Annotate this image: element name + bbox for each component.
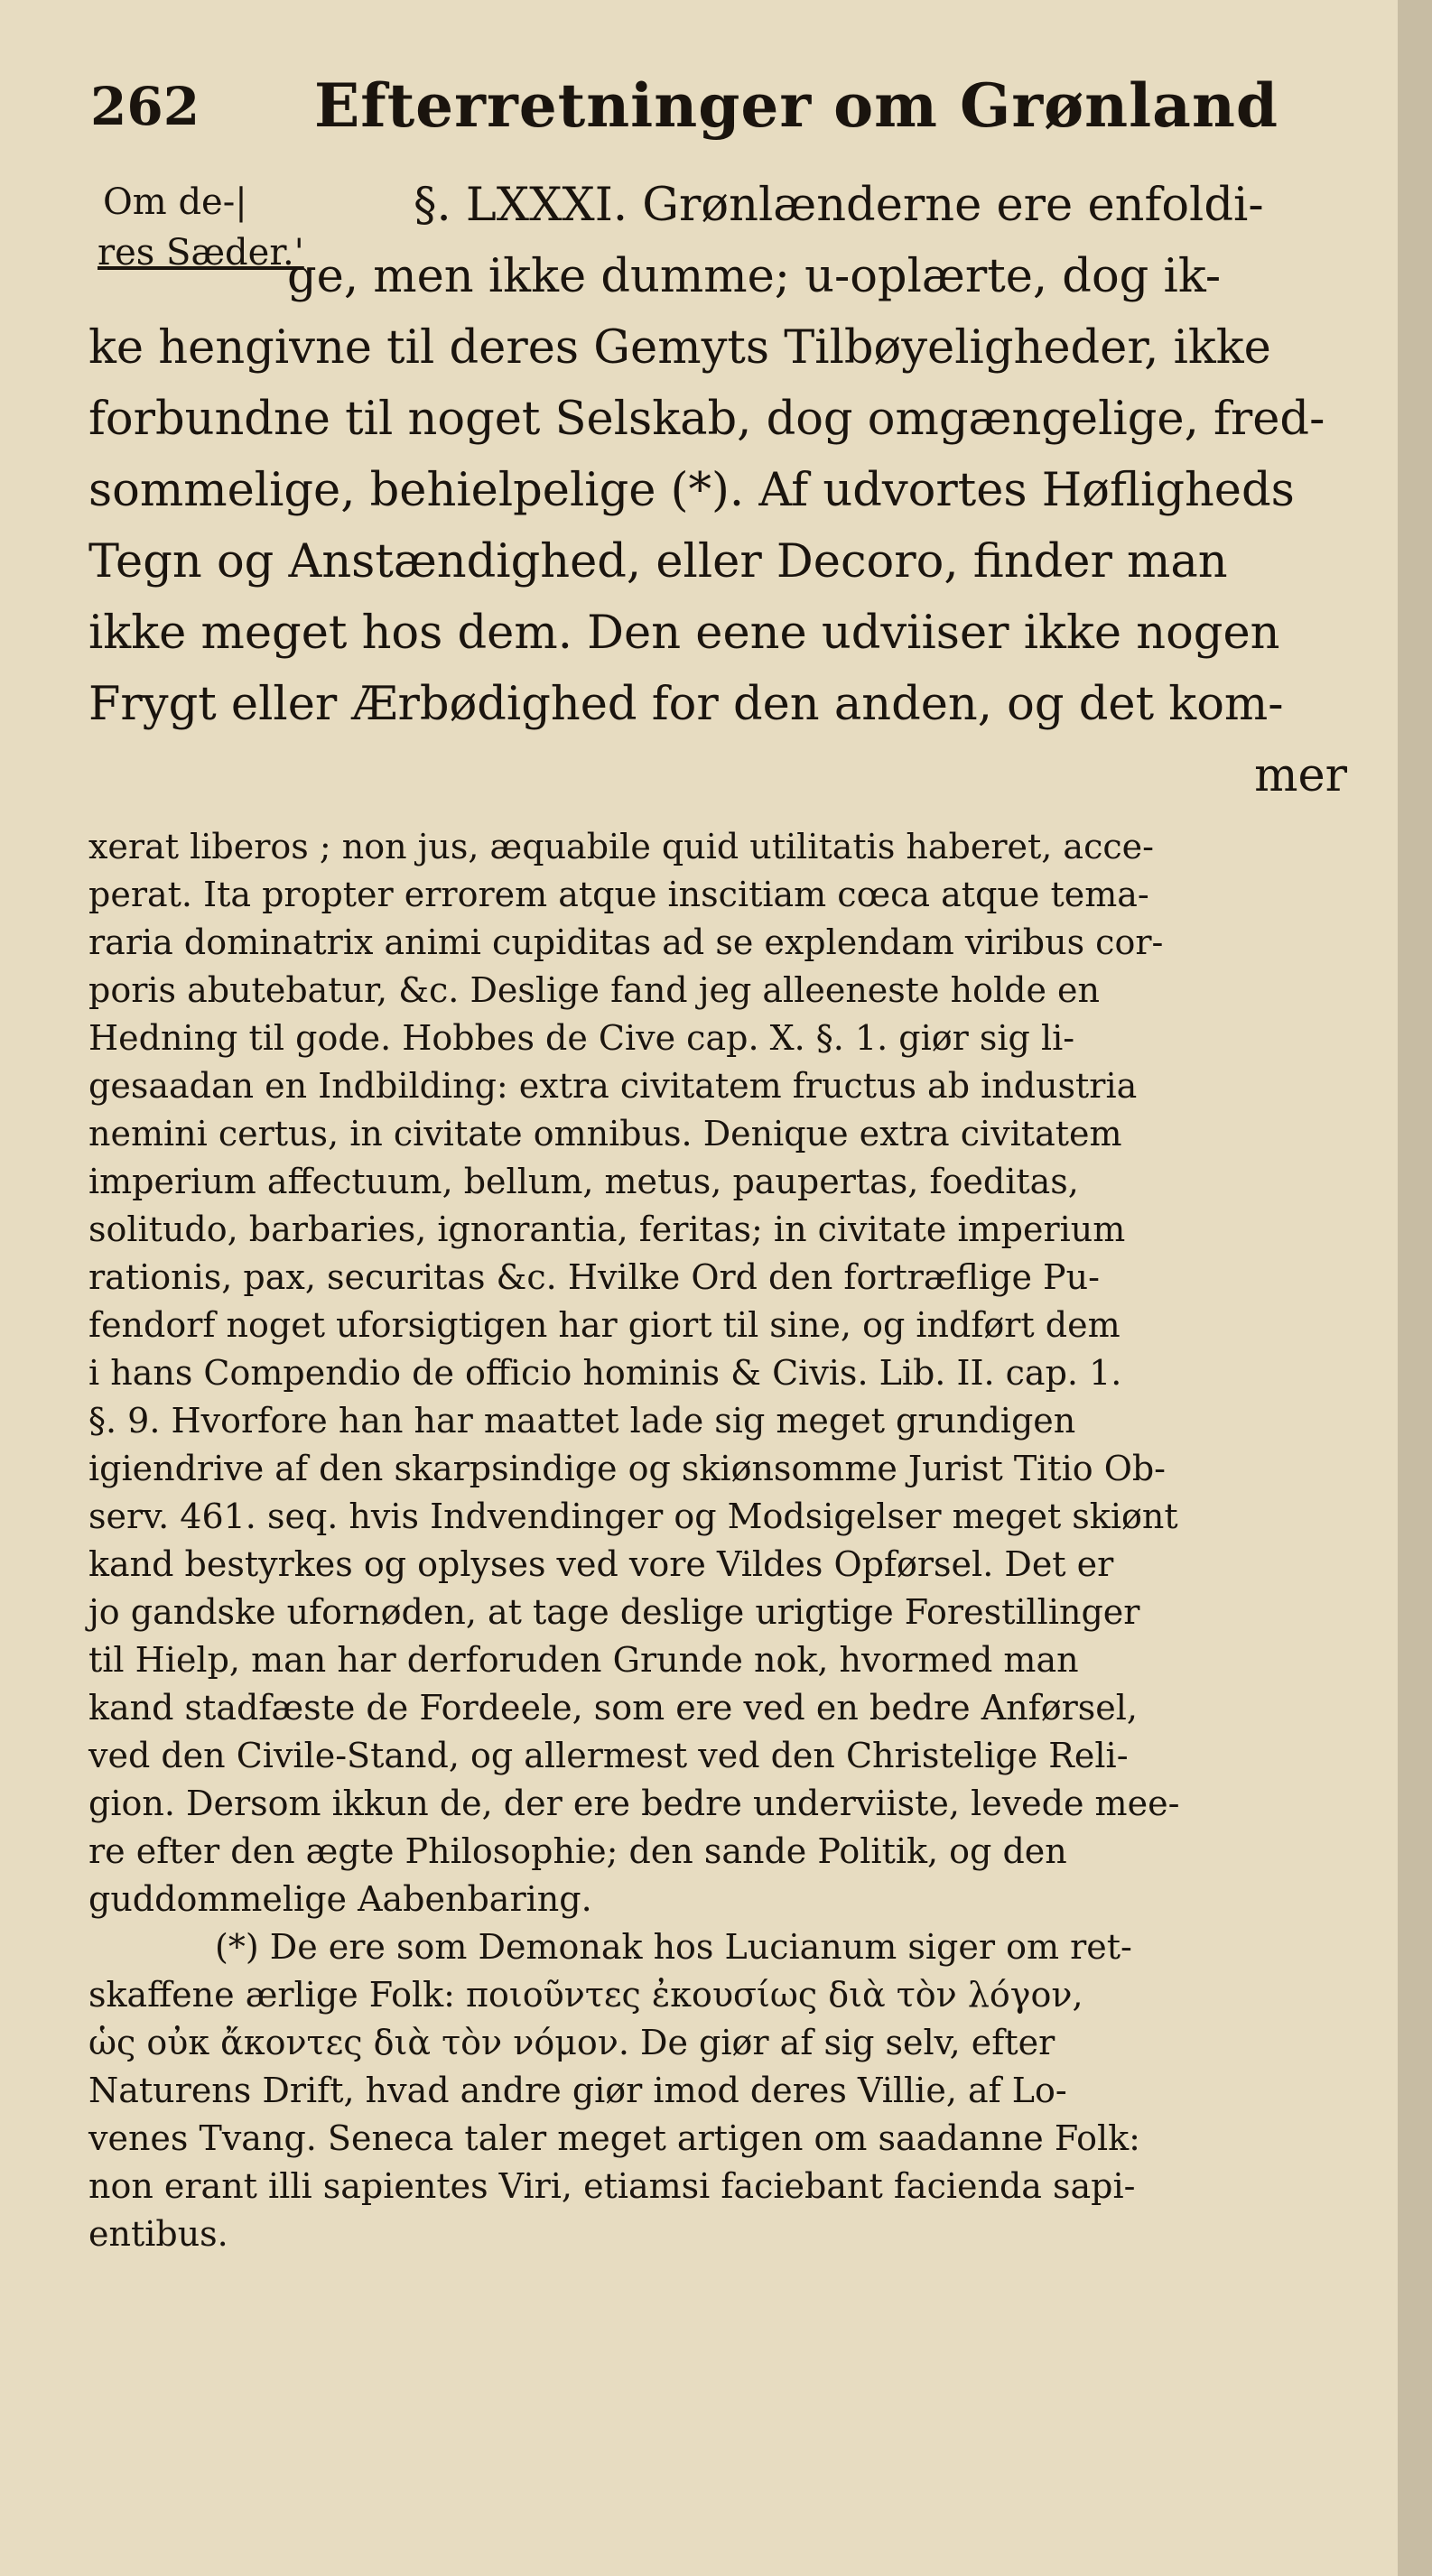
footnote-line: entibus. xyxy=(88,2214,228,2254)
footnote-line: raria dominatrix animi cupiditas ad se explendam viribus cor- xyxy=(88,922,1164,962)
footnote-line: kand bestyrkes og oplyses ved vore Vildes Opførsel. Det er xyxy=(88,1544,1114,1584)
page-number: 262 xyxy=(90,76,200,137)
footnote-line: jo gandske ufornøden, at tage deslige urigtige Forestillinger xyxy=(88,1592,1140,1632)
footnote-line: Hedning til gode. Hobbes de Cive cap. X. §. 1. giør sig li- xyxy=(88,1018,1075,1058)
footnote-line: fendorf noget uforsigtigen har giort til sine, og indført dem xyxy=(88,1305,1120,1345)
main-text-line: forbundne til noget Selskab, dog omgængelige, fred- xyxy=(88,393,1325,446)
running-title: Efterretninger om Grønland xyxy=(314,70,1279,141)
footnote-line: guddommelige Aabenbaring. xyxy=(88,1879,592,1919)
page-edge-shadow xyxy=(1398,0,1432,2576)
footnote-line: ὡς οὐκ ἄκοντες διὰ τὸν νόμον. De giør af sig selv, efter xyxy=(88,2023,1055,2062)
footnote-line: gesaadan en Indbilding: extra civitatem fructus ab industria xyxy=(88,1066,1138,1106)
footnote-line: solitudo, barbaries, ignorantia, feritas; in civitate imperium xyxy=(88,1209,1126,1249)
footnote-line: rationis, pax, securitas &c. Hvilke Ord den fortræflige Pu- xyxy=(88,1257,1100,1297)
footnote xyxy=(88,823,1366,2258)
footnote-line: i hans Compendio de officio hominis & Civis. Lib. II. cap. 1. xyxy=(88,1353,1122,1393)
footnote-line: ved den Civile-Stand, og allermest ved den Christelige Reli- xyxy=(88,1736,1129,1775)
main-text-line: ikke meget hos dem. Den eene udviiser ikke nogen xyxy=(88,607,1280,660)
footnote-line: til Hielp, man har derforuden Grunde nok, hvormed man xyxy=(88,1640,1079,1680)
footnote-line: imperium affectuum, bellum, metus, paupertas, foeditas, xyxy=(88,1162,1079,1201)
footnote-line: Naturens Drift, hvad andre giør imod deres Villie, af Lo- xyxy=(88,2071,1067,2110)
main-text-line: ge, men ikke dumme; u-oplærte, dog ik- xyxy=(287,250,1222,303)
main-text xyxy=(88,170,1353,811)
main-text-line: sommelige, behielpelige (*). Af udvortes Høfligheds xyxy=(88,464,1295,517)
footnote-line: (*) De ere som Demonak hos Lucianum siger om ret- xyxy=(215,1927,1132,1967)
footnote-line: §. 9. Hvorfore han har maattet lade sig meget grundigen xyxy=(88,1401,1076,1441)
footnote-line: xerat liberos ; non jus, æquabile quid utilitatis haberet, acce- xyxy=(88,827,1154,866)
footnote-line: perat. Ita propter errorem atque inscitiam cœca atque tema- xyxy=(88,875,1149,914)
main-text-line: §. LXXXI. Grønlænderne ere enfoldi- xyxy=(414,179,1264,232)
footnote-line: igiendrive af den skarpsindige og skiønsomme Jurist Titio Ob- xyxy=(88,1449,1167,1488)
footnote-line: poris abutebatur, &c. Deslige fand jeg alleeneste holde en xyxy=(88,970,1100,1010)
footnote-line: gion. Dersom ikkun de, der ere bedre underviiste, levede mee- xyxy=(88,1784,1180,1823)
main-text-line: Tegn og Anstændighed, eller Decoro, finder man xyxy=(88,535,1228,588)
footnote-line: non erant illi sapientes Viri, etiamsi faciebant facienda sapi- xyxy=(88,2166,1136,2206)
main-text-line: Frygt eller Ærbødighed for den anden, og det kom- xyxy=(88,678,1284,731)
margin-note-line: res Sæder.' xyxy=(98,232,304,273)
page-header xyxy=(81,70,1345,152)
footnote-line: serv. 461. seq. hvis Indvendinger og Modsigelser meget skiønt xyxy=(88,1496,1178,1536)
footnote-line: nemini certus, in civitate omnibus. Denique extra civitatem xyxy=(88,1114,1122,1154)
catchword: mer xyxy=(1254,749,1347,802)
footnote-line: kand stadfæste de Fordeele, som ere ved en bedre Anførsel, xyxy=(88,1688,1138,1728)
footnote-line: re efter den ægte Philosophie; den sande Politik, og den xyxy=(88,1831,1067,1871)
margin-note-line: Om de-| xyxy=(103,181,247,223)
main-text-line: ke hengivne til deres Gemyts Tilbøyeligheder, ikke xyxy=(88,321,1271,375)
footnote-line: skaffene ærlige Folk: ποιοῦντες ἐκουσίως διὰ τὸν λόγον, xyxy=(88,1975,1083,2015)
footnote-line: venes Tvang. Seneca taler meget artigen om saadanne Folk: xyxy=(88,2118,1140,2158)
